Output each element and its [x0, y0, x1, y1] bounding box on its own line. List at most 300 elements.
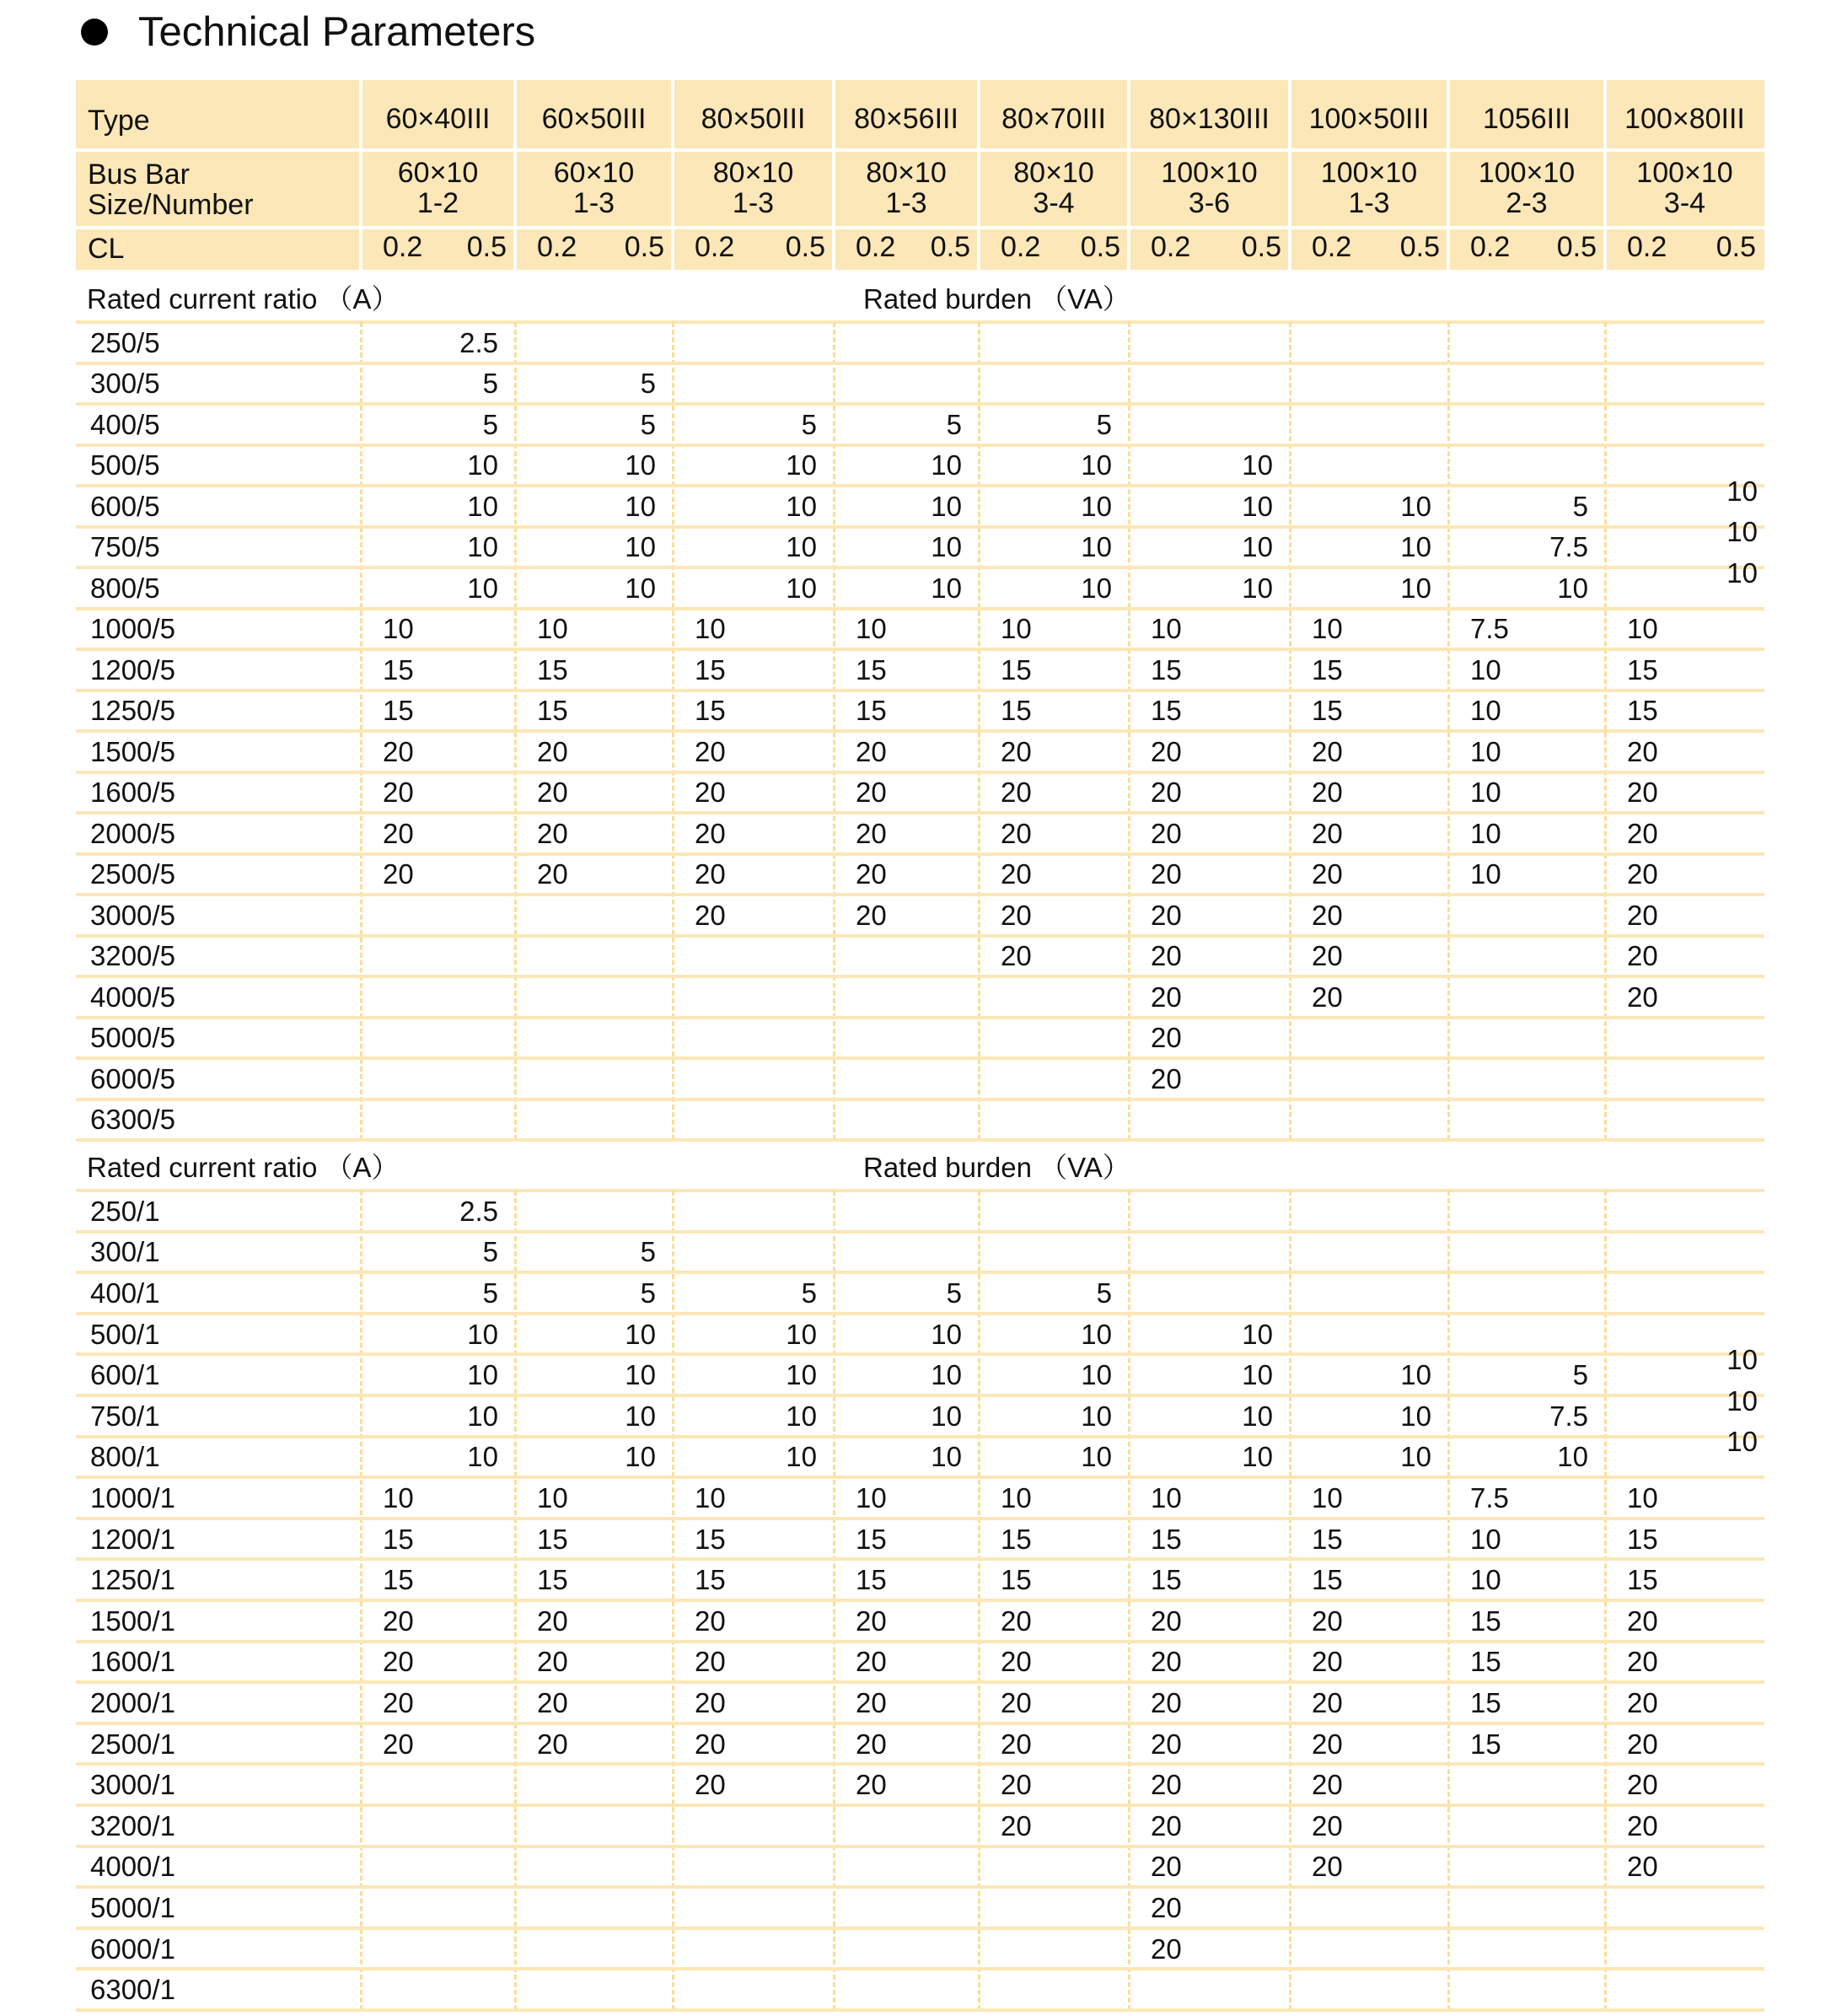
- burden-cell-cl02: 20: [1001, 940, 1032, 972]
- burden-cell-cl02: 15: [1627, 653, 1658, 685]
- busbar-size-cell: 80×10: [1013, 157, 1094, 189]
- header-column-divider: [359, 80, 362, 270]
- burden-cell-cl02: 10: [1470, 858, 1501, 890]
- burden-cell-cl02: 20: [537, 817, 568, 849]
- header-column-divider: [1127, 80, 1130, 270]
- burden-cell-cl02: 20: [1151, 1769, 1182, 1801]
- burden-cell-cl05: 5: [482, 408, 498, 440]
- row-divider: [76, 1640, 1764, 1643]
- ratio-cell: 3200/1: [90, 1809, 175, 1841]
- burden-cell-cl02: 15: [1470, 1687, 1501, 1718]
- burden-cell-cl05: 10: [1242, 490, 1273, 522]
- busbar-number-cell: 3-4: [1663, 187, 1706, 219]
- ratio-cell: 1500/1: [90, 1605, 175, 1637]
- burden-cell-cl02: 10: [1470, 695, 1501, 727]
- row-divider: [76, 1394, 1764, 1397]
- burden-cell-cl02: 20: [856, 1728, 887, 1760]
- type-cell: 1056III: [1483, 103, 1570, 135]
- ratio-cell: 5000/1: [90, 1892, 175, 1923]
- cl-cell: 0.2: [1470, 231, 1511, 263]
- burden-cell-cl02: 20: [1151, 981, 1182, 1013]
- type-cell: 80×70III: [1001, 103, 1106, 135]
- header-column-divider: [977, 80, 980, 270]
- cl-cell: 0.5: [1080, 231, 1120, 263]
- ratio-cell: 3200/5: [90, 940, 175, 972]
- burden-cell-cl02: 15: [1151, 1523, 1182, 1555]
- burden-cell-cl02: 20: [695, 1769, 726, 1801]
- ratio-cell: 3000/5: [90, 899, 175, 931]
- busbar-number-cell: 3-4: [1033, 187, 1075, 219]
- burden-cell-cl02: 10: [1470, 777, 1501, 809]
- burden-cell-cl02: 15: [695, 1564, 726, 1596]
- burden-cell-cl02: 15: [1001, 1523, 1032, 1555]
- burden-cell-cl02: 20: [1627, 1809, 1658, 1841]
- burden-cell-cl02: 20: [537, 735, 568, 767]
- burden-cell-cl05: 10: [1400, 531, 1431, 563]
- header-column-divider: [671, 80, 674, 270]
- burden-cell-cl05: 5: [640, 368, 656, 400]
- burden-cell-cl02: 10: [537, 613, 568, 645]
- burden-cell-cl02: 10: [1001, 1482, 1032, 1513]
- row-divider: [76, 1271, 1764, 1274]
- burden-cell-cl02: 15: [537, 695, 568, 727]
- burden-cell-cl02: 10: [1470, 817, 1501, 849]
- burden-cell-cl02: 20: [1312, 940, 1343, 972]
- ratio-cell: 5000/5: [90, 1022, 175, 1054]
- burden-cell-cl02: 10: [856, 613, 887, 645]
- ratio-cell: 1200/1: [90, 1523, 175, 1555]
- row-divider: [76, 1517, 1764, 1520]
- burden-cell-cl02: 20: [856, 777, 887, 809]
- type-cell: 80×50III: [701, 103, 806, 135]
- burden-cell-cl02: 20: [695, 1646, 726, 1678]
- ratio-cell: 400/5: [90, 408, 160, 440]
- row-divider: [76, 689, 1764, 692]
- burden-cell-cl02: 20: [695, 735, 726, 767]
- burden-cell-cl02: 20: [1001, 858, 1032, 890]
- burden-cell-cl05: 10: [931, 449, 962, 481]
- ratio-cell: 6000/1: [90, 1933, 175, 1965]
- ratio-column-label: Rated current ratio （A）: [87, 283, 400, 314]
- cl-cell: 0.5: [1399, 231, 1440, 263]
- burden-cell-cl02: 10: [383, 1482, 414, 1513]
- type-cell: 60×50III: [541, 103, 647, 135]
- burden-cell-cl05: 10: [467, 1400, 498, 1432]
- busbar-size-cell: 60×10: [397, 157, 479, 189]
- burden-cell-cl02: 15: [695, 653, 726, 685]
- burden-cell-cl02: 15: [1312, 653, 1343, 685]
- cl-cell: 0.5: [1715, 231, 1756, 263]
- burden-cell-cl02: 20: [856, 899, 887, 931]
- ratio-cell: 750/1: [90, 1400, 160, 1432]
- ratio-cell: 800/5: [90, 572, 160, 604]
- burden-cell-cl02: 10: [1001, 613, 1032, 645]
- busbar-label: Bus Bar: [88, 159, 190, 191]
- header-column-divider: [1603, 80, 1607, 270]
- burden-cell-cl02: 20: [1627, 1605, 1658, 1637]
- burden-cell-cl02: 20: [1151, 1851, 1182, 1883]
- row-divider: [76, 1230, 1764, 1234]
- row-divider: [76, 1056, 1764, 1060]
- cl-cell: 0.2: [1151, 231, 1191, 263]
- burden-cell-cl05: 5: [801, 408, 817, 440]
- row-divider: [76, 1885, 1764, 1889]
- row-divider: [76, 1312, 1764, 1315]
- burden-group-label: Rated burden （VA）: [863, 283, 1130, 314]
- burden-cell-cl05: 5: [482, 368, 498, 400]
- row-divider: [76, 607, 1764, 610]
- burden-cell-cl05: 10: [1726, 1426, 1758, 1458]
- type-cell: 80×56III: [854, 103, 958, 135]
- burden-cell-cl02: 20: [1312, 1728, 1343, 1760]
- burden-cell-cl02: 15: [856, 695, 887, 727]
- burden-cell-cl02: 15: [695, 695, 726, 727]
- row-divider: [76, 934, 1764, 938]
- burden-cell-cl05: 10: [1242, 531, 1273, 563]
- burden-cell-cl02: 20: [1312, 1646, 1343, 1678]
- burden-cell-cl05: 5: [640, 1236, 656, 1268]
- burden-cell-cl05: 10: [467, 531, 498, 563]
- burden-cell-cl05: 10: [931, 1441, 962, 1473]
- burden-cell-cl02: 20: [537, 858, 568, 890]
- burden-cell-cl02: 15: [1312, 695, 1343, 727]
- burden-cell-cl02: 20: [856, 735, 887, 767]
- burden-cell-cl02: 20: [1001, 1809, 1032, 1841]
- burden-cell-cl05: 10: [931, 1359, 962, 1391]
- burden-cell-cl02: 15: [1001, 695, 1032, 727]
- burden-cell-cl05: 10: [467, 449, 498, 481]
- burden-cell-cl02: 20: [1151, 1933, 1182, 1965]
- burden-cell-cl02: 10: [1151, 1482, 1182, 1513]
- burden-cell-cl02: 20: [1151, 858, 1182, 890]
- burden-cell-cl05: 10: [1242, 572, 1273, 604]
- ratio-cell: 500/5: [90, 449, 160, 481]
- burden-cell-cl02: 20: [1001, 1728, 1032, 1760]
- burden-cell-cl05: 10: [467, 1441, 498, 1473]
- burden-cell-cl05: 10: [931, 490, 962, 522]
- burden-cell-cl02: 20: [1627, 1728, 1658, 1760]
- busbar-size-cell: 100×10: [1161, 157, 1258, 189]
- burden-cell-cl05: 10: [786, 572, 817, 604]
- burden-cell-cl05: 5: [640, 408, 656, 440]
- burden-cell-cl05: 10: [1242, 1318, 1273, 1350]
- ratio-cell: 4000/1: [90, 1851, 175, 1883]
- burden-cell-cl02: 7.5: [1470, 613, 1509, 645]
- burden-cell-cl02: 15: [1312, 1523, 1343, 1555]
- ratio-cell: 500/1: [90, 1318, 160, 1350]
- burden-cell-cl02: 10: [1312, 1482, 1343, 1513]
- burden-cell-cl02: 20: [1151, 1892, 1182, 1923]
- burden-cell-cl05: 5: [640, 1277, 656, 1309]
- row-divider: [76, 402, 1764, 406]
- burden-cell-cl05: 10: [1242, 449, 1273, 481]
- burden-cell-cl02: 20: [1001, 899, 1032, 931]
- burden-cell-cl05: 5: [482, 1236, 498, 1268]
- cl-cell: 0.2: [695, 231, 735, 263]
- burden-cell-cl05: 10: [1081, 1400, 1112, 1432]
- burden-cell-cl02: 20: [1312, 1605, 1343, 1637]
- busbar-number-cell: 1-3: [885, 187, 927, 219]
- cl-cell: 0.5: [1241, 231, 1281, 263]
- burden-cell-cl05: 10: [931, 1318, 962, 1350]
- ratio-cell: 1000/1: [90, 1482, 175, 1513]
- burden-cell-cl05: 10: [1242, 1441, 1273, 1473]
- burden-cell-cl02: 20: [856, 1605, 887, 1637]
- ratio-cell: 1600/5: [90, 777, 175, 809]
- ratio-cell: 600/1: [90, 1359, 160, 1391]
- burden-cell-cl05: 10: [625, 1441, 656, 1473]
- burden-cell-cl05: 10: [1081, 1318, 1112, 1350]
- burden-cell-cl05: 5: [1572, 490, 1588, 522]
- ratio-cell: 1250/1: [90, 1564, 175, 1596]
- ratio-cell: 1500/5: [90, 735, 175, 767]
- page-title: Technical Parameters: [138, 9, 536, 55]
- burden-cell-cl02: 15: [1627, 1523, 1658, 1555]
- ratio-cell: 6000/5: [90, 1062, 175, 1094]
- burden-cell-cl02: 20: [856, 1687, 887, 1718]
- burden-cell-cl02: 20: [1627, 817, 1658, 849]
- burden-cell-cl05: 10: [1081, 531, 1112, 563]
- cl-cell: 0.5: [1556, 231, 1597, 263]
- header-column-divider: [1447, 80, 1450, 270]
- type-cell: 80×130III: [1149, 103, 1270, 135]
- burden-cell-cl05: 10: [786, 1359, 817, 1391]
- burden-cell-cl02: 15: [1627, 695, 1658, 727]
- cl-cell: 0.2: [856, 231, 896, 263]
- burden-cell-cl02: 20: [537, 1687, 568, 1718]
- burden-cell-cl02: 20: [537, 1646, 568, 1678]
- burden-group-label: Rated burden （VA）: [863, 1152, 1130, 1183]
- burden-cell-cl02: 20: [695, 899, 726, 931]
- ratio-cell: 6300/1: [90, 1974, 175, 2006]
- burden-cell-cl02: 10: [1312, 613, 1343, 645]
- ratio-cell: 800/1: [90, 1441, 160, 1473]
- ratio-cell: 250/5: [90, 326, 160, 358]
- burden-cell-cl02: 15: [383, 1523, 414, 1555]
- burden-cell-cl02: 15: [383, 653, 414, 685]
- burden-cell-cl02: 20: [537, 777, 568, 809]
- ratio-cell: 300/5: [90, 368, 160, 400]
- burden-cell-cl02: 15: [1470, 1646, 1501, 1678]
- burden-cell-cl05: 5: [1096, 1277, 1112, 1309]
- row-divider: [76, 1435, 1764, 1438]
- ratio-cell: 1200/5: [90, 653, 175, 685]
- burden-cell-cl02: 10: [1470, 1523, 1501, 1555]
- burden-cell-cl05: 10: [625, 1318, 656, 1350]
- burden-cell-cl05: 10: [625, 1359, 656, 1391]
- burden-cell-cl02: 10: [1470, 1564, 1501, 1596]
- burden-cell-cl02: 20: [1151, 1605, 1182, 1637]
- burden-cell-cl02: 20: [1001, 777, 1032, 809]
- row-divider: [76, 1016, 1764, 1019]
- burden-cell-cl02: 20: [856, 1646, 887, 1678]
- ratio-cell: 1600/1: [90, 1646, 175, 1678]
- row-divider: [76, 1189, 1764, 1192]
- burden-cell-cl02: 15: [1470, 1728, 1501, 1760]
- row-divider: [76, 648, 1764, 651]
- burden-cell-cl02: 15: [1001, 1564, 1032, 1596]
- burden-cell-cl02: 20: [1001, 1769, 1032, 1801]
- burden-cell-cl02: 7.5: [1470, 1482, 1509, 1513]
- burden-cell-cl05: 10: [1400, 1441, 1431, 1473]
- burden-cell-cl05: 5: [482, 1277, 498, 1309]
- row-divider: [76, 1098, 1764, 1101]
- header-row-divider: [76, 148, 1764, 152]
- burden-cell-cl05: 10: [625, 490, 656, 522]
- row-divider: [76, 1722, 1764, 1725]
- busbar-size-cell: 100×10: [1320, 157, 1418, 189]
- row-divider: [76, 444, 1764, 447]
- burden-cell-cl02: 10: [1470, 653, 1501, 685]
- burden-cell-cl05: 10: [1726, 1344, 1758, 1376]
- burden-cell-cl02: 20: [856, 1769, 887, 1801]
- burden-cell-cl05: 10: [1557, 1441, 1588, 1473]
- cl-cell: 0.2: [1627, 231, 1667, 263]
- burden-cell-cl02: 20: [1312, 1687, 1343, 1718]
- burden-cell-cl02: 20: [1151, 735, 1182, 767]
- cl-cell: 0.2: [1001, 231, 1041, 263]
- burden-cell-cl02: 20: [1627, 1769, 1658, 1801]
- burden-cell-cl05: 5: [1096, 408, 1112, 440]
- ratio-cell: 600/5: [90, 490, 160, 522]
- burden-cell-cl02: 20: [1001, 1605, 1032, 1637]
- burden-cell-cl02: 15: [856, 1564, 887, 1596]
- row-divider: [76, 771, 1764, 774]
- burden-cell-cl02: 20: [1627, 899, 1658, 931]
- type-cell: 60×40III: [385, 103, 491, 135]
- row-divider: [76, 729, 1764, 733]
- burden-cell-cl02: 20: [1151, 1022, 1182, 1054]
- burden-cell-cl02: 20: [695, 1687, 726, 1718]
- ratio-cell: 400/1: [90, 1277, 160, 1309]
- burden-cell-cl02: 20: [1312, 1851, 1343, 1883]
- burden-cell-cl05: 10: [786, 531, 817, 563]
- burden-cell-cl02: 15: [537, 1523, 568, 1555]
- burden-cell-cl02: 15: [1151, 1564, 1182, 1596]
- burden-cell-cl02: 20: [1627, 1687, 1658, 1718]
- burden-cell-cl02: 20: [1001, 1646, 1032, 1678]
- burden-cell-cl05: 10: [1726, 475, 1758, 507]
- burden-cell-cl02: 20: [383, 817, 414, 849]
- row-divider: [76, 1845, 1764, 1848]
- burden-cell-cl05: 10: [1726, 516, 1758, 548]
- row-divider: [76, 362, 1764, 365]
- burden-cell-cl02: 20: [1151, 1062, 1182, 1094]
- row-divider: [76, 2008, 1764, 2012]
- burden-cell-cl05: 10: [467, 572, 498, 604]
- row-divider: [76, 893, 1764, 896]
- burden-cell-cl05: 10: [625, 572, 656, 604]
- burden-cell-cl05: 10: [1400, 572, 1431, 604]
- burden-cell-cl05: 10: [931, 1400, 962, 1432]
- burden-cell-cl02: 15: [1151, 653, 1182, 685]
- row-divider: [76, 484, 1764, 487]
- burden-cell-cl02: 20: [537, 1728, 568, 1760]
- burden-cell-cl02: 10: [1470, 735, 1501, 767]
- row-divider: [76, 975, 1764, 978]
- burden-cell-cl02: 20: [695, 817, 726, 849]
- row-divider: [76, 320, 1764, 324]
- burden-cell-cl02: 15: [383, 1564, 414, 1596]
- busbar-size-cell: 80×10: [712, 157, 794, 189]
- row-divider: [76, 1927, 1764, 1930]
- burden-cell-cl02: 20: [1151, 1728, 1182, 1760]
- burden-cell-cl05: 10: [931, 572, 962, 604]
- burden-cell-cl05: 10: [1081, 1359, 1112, 1391]
- burden-cell-cl05: 10: [1081, 1441, 1112, 1473]
- burden-cell-cl05: 10: [625, 531, 656, 563]
- burden-cell-cl02: 20: [1627, 1851, 1658, 1883]
- cl-cell: 0.5: [624, 231, 664, 263]
- row-divider: [76, 1599, 1764, 1602]
- ratio-cell: 2000/1: [90, 1687, 175, 1718]
- cl-cell: 0.5: [930, 231, 970, 263]
- ratio-cell: 2500/5: [90, 858, 175, 890]
- busbar-size-cell: 80×10: [866, 157, 947, 189]
- burden-cell-cl02: 10: [383, 613, 414, 645]
- burden-cell-cl02: 20: [695, 858, 726, 890]
- type-cell: 100×80III: [1624, 103, 1745, 135]
- burden-cell-cl05: 5: [1572, 1359, 1588, 1391]
- burden-cell-cl02: 10: [537, 1482, 568, 1513]
- burden-cell-cl02: 10: [1627, 613, 1658, 645]
- busbar-size-cell: 100×10: [1478, 157, 1576, 189]
- burden-cell-cl02: 20: [1627, 777, 1658, 809]
- burden-cell-cl02: 20: [1151, 817, 1182, 849]
- burden-cell-cl02: 10: [856, 1482, 887, 1513]
- cl-cell: 0.2: [383, 231, 423, 263]
- burden-cell-cl02: 15: [537, 1564, 568, 1596]
- burden-cell-cl02: 10: [695, 1482, 726, 1513]
- burden-cell-cl02: 15: [1627, 1564, 1658, 1596]
- burden-cell-cl02: 15: [856, 1523, 887, 1555]
- row-divider: [76, 1476, 1764, 1479]
- burden-cell-cl02: 20: [383, 735, 414, 767]
- burden-cell-cl05: 10: [625, 1400, 656, 1432]
- burden-cell-cl05: 10: [786, 1318, 817, 1350]
- burden-cell-cl02: 20: [1151, 1687, 1182, 1718]
- burden-cell-cl05: 10: [1400, 1359, 1431, 1391]
- cl-cell: 0.2: [1312, 231, 1352, 263]
- burden-cell-cl02: 20: [1627, 940, 1658, 972]
- cl-cell: 0.5: [785, 231, 825, 263]
- busbar-number-cell: 1-3: [1348, 187, 1390, 219]
- busbar-size-cell: 60×10: [553, 157, 635, 189]
- burden-cell-cl05: 7.5: [1549, 1400, 1588, 1432]
- busbar-label: Size/Number: [88, 189, 254, 221]
- burden-cell-cl02: 20: [537, 1605, 568, 1637]
- burden-cell-cl05: 10: [467, 1318, 498, 1350]
- burden-cell-cl02: 20: [1312, 981, 1343, 1013]
- burden-cell-cl02: 10: [1627, 1482, 1658, 1513]
- type-cell: 100×50III: [1308, 103, 1430, 135]
- burden-cell-cl05: 10: [1081, 449, 1112, 481]
- burden-cell-cl02: 20: [1001, 735, 1032, 767]
- header-row-divider: [76, 226, 1764, 229]
- burden-cell-cl02: 20: [695, 1728, 726, 1760]
- burden-cell-cl02: 20: [1312, 777, 1343, 809]
- row-divider: [76, 1762, 1764, 1766]
- burden-cell-cl02: 20: [695, 1605, 726, 1637]
- burden-cell-cl02: 15: [1001, 653, 1032, 685]
- burden-cell-cl05: 10: [467, 1359, 498, 1391]
- burden-cell-cl02: 20: [1312, 817, 1343, 849]
- burden-cell-cl05: 5: [946, 1277, 962, 1309]
- burden-cell-cl02: 20: [1151, 777, 1182, 809]
- busbar-number-cell: 3-6: [1188, 187, 1231, 219]
- burden-cell-cl05: 5: [946, 408, 962, 440]
- row-divider: [76, 1557, 1764, 1561]
